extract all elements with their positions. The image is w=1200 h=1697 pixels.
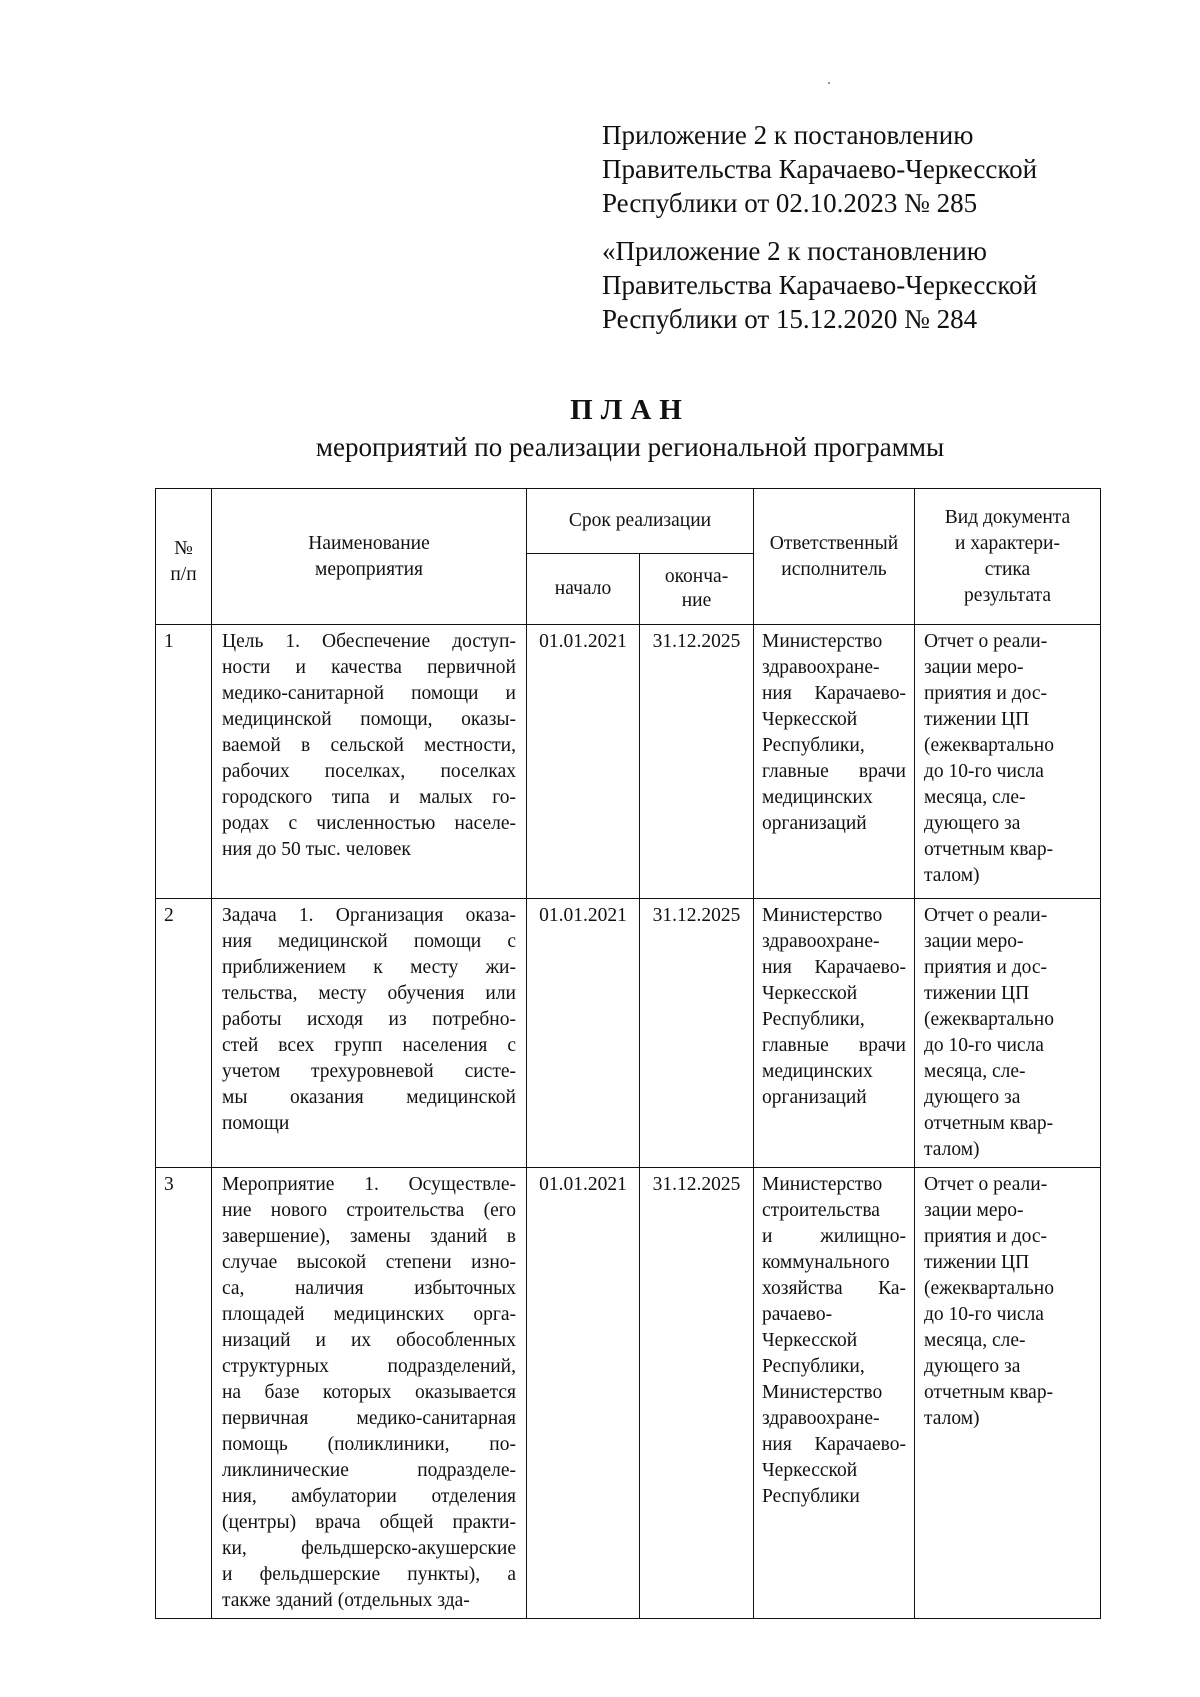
date-start: 01.01.2021: [527, 625, 640, 899]
header-line: мероприятия: [314, 558, 423, 580]
text-line: медицинских: [762, 787, 873, 808]
header-line: стика: [984, 558, 1031, 580]
text-line: мы оказания медицинской: [222, 1087, 516, 1108]
text-line: (центры) врача общей практи-: [222, 1512, 516, 1533]
text-line: отчетным квар-: [924, 1113, 1054, 1134]
result-document: [915, 1168, 1101, 1619]
text-line: Отчет о реали-: [924, 631, 1048, 652]
text-line: главные врачи: [762, 1035, 906, 1056]
plan-table: [155, 488, 1101, 1619]
text-line: ния Карачаево-: [762, 683, 906, 704]
result-document: [915, 625, 1101, 899]
text-line: талом): [924, 1408, 980, 1429]
text-line: организаций: [762, 1087, 867, 1108]
text-line: месяца, сле-: [924, 1330, 1026, 1351]
text-line: (ежеквартально: [924, 1278, 1054, 1299]
header-line: п/п: [170, 563, 197, 585]
text-line: тижении ЦП: [924, 1252, 1030, 1273]
text-line: здравоохране-: [762, 931, 880, 952]
appendix-original-reference: [602, 234, 1037, 336]
appendix-line: Правительства Карачаево-Черкесской: [602, 154, 1038, 184]
text-line: учетом трехуровневой систе-: [222, 1061, 516, 1082]
table-row: [156, 1168, 1101, 1619]
executor: [754, 625, 915, 899]
text-line: здравоохране-: [762, 1408, 880, 1429]
text-line: родах с численностью населе-: [222, 813, 516, 834]
header-number: [156, 489, 212, 625]
text-line: коммунального: [762, 1252, 890, 1273]
header-line: оконча-: [664, 566, 729, 587]
text-line: приятия и дос-: [924, 957, 1048, 978]
text-line: Министерство: [762, 1174, 883, 1195]
text-line: отчетным квар-: [924, 839, 1054, 860]
text-line: ния, амбулатории отделения: [222, 1486, 516, 1507]
appendix-line: Правительства Карачаево-Черкесской: [602, 270, 1038, 300]
text-line: стей всех групп населения с: [222, 1035, 516, 1056]
text-line: низаций и их обособленных: [222, 1330, 516, 1351]
text-line: дующего за: [924, 1356, 1021, 1377]
header-line: и характери-: [955, 532, 1060, 554]
text-line: Черкесской: [762, 709, 858, 730]
header-line: №: [174, 537, 193, 559]
measure-name: [212, 625, 527, 899]
text-line: дующего за: [924, 813, 1021, 834]
text-line: рачаево-: [762, 1304, 833, 1325]
text-line: ния Карачаево-: [762, 1434, 906, 1455]
row-number: 1: [156, 625, 212, 899]
text-line: дующего за: [924, 1087, 1021, 1108]
header-line: результата: [963, 584, 1052, 606]
text-line: хозяйства Ка-: [762, 1278, 906, 1299]
text-line: приятия и дос-: [924, 683, 1048, 704]
text-line: месяца, сле-: [924, 787, 1026, 808]
header-name: [212, 489, 527, 625]
text-line: и фельдшерские пункты), а: [222, 1564, 516, 1585]
header-dates: Срок реализации: [527, 489, 754, 554]
text-line: приближением к месту жи-: [222, 957, 516, 978]
text-line: зации меро-: [924, 657, 1024, 678]
date-end: 31.12.2025: [640, 1168, 754, 1619]
text-line: Мероприятие 1. Осуществле-: [222, 1174, 516, 1195]
text-line: Республики,: [762, 1009, 865, 1030]
document-subtitle: мероприятий по реализации региональной программы: [315, 432, 945, 462]
measure-name: [212, 1168, 527, 1619]
header-document: [915, 489, 1101, 625]
header-line: исполнитель: [781, 558, 887, 580]
text-line: тижении ЦП: [924, 709, 1030, 730]
text-line: (ежеквартально: [924, 1009, 1054, 1030]
text-line: здравоохране-: [762, 657, 880, 678]
text-line: месяца, сле-: [924, 1061, 1026, 1082]
text-line: приятия и дос-: [924, 1226, 1048, 1247]
header-start: начало: [527, 554, 640, 625]
text-line: на базе которых оказывается: [222, 1382, 516, 1403]
text-line: ности и качества первичной: [222, 657, 516, 678]
executor: [754, 899, 915, 1168]
text-line: медико-санитарной помощи и: [222, 683, 516, 704]
executor: [754, 1168, 915, 1619]
text-line: талом): [924, 1139, 980, 1160]
text-line: Цель 1. Обеспечение доступ-: [222, 631, 516, 652]
date-start: 01.01.2021: [527, 1168, 640, 1619]
row-number: 3: [156, 1168, 212, 1619]
text-line: Черкесской: [762, 983, 858, 1004]
text-line: ваемой в сельской местности,: [222, 735, 516, 756]
appendix-line: Республики от 15.12.2020 № 284: [602, 304, 978, 334]
table-row: [156, 625, 1101, 899]
text-line: Черкесской: [762, 1460, 858, 1481]
text-line: ния медицинской помощи с: [222, 931, 516, 952]
text-line: Черкесской: [762, 1330, 858, 1351]
text-line: Отчет о реали-: [924, 905, 1048, 926]
header-line: Наименование: [308, 532, 430, 554]
text-line: и жилищно-: [762, 1226, 906, 1247]
text-line: завершение), замены зданий в: [222, 1226, 516, 1247]
text-line: главные врачи: [762, 761, 906, 782]
text-line: работы исходя из потребно-: [222, 1009, 516, 1030]
header-line: Ответственный: [769, 532, 899, 554]
text-line: медицинской помощи, оказы-: [222, 709, 516, 730]
text-line: рабочих поселках, поселках: [222, 761, 516, 782]
text-line: Министерство: [762, 1382, 883, 1403]
text-line: зации меро-: [924, 931, 1024, 952]
text-line: ки, фельдшерско-акушерские: [222, 1538, 516, 1559]
text-line: Республики,: [762, 1356, 865, 1377]
text-line: площадей медицинских орга-: [222, 1304, 516, 1325]
text-line: отчетным квар-: [924, 1382, 1054, 1403]
text-line: городского типа и малых го-: [222, 787, 516, 808]
text-line: Министерство: [762, 631, 883, 652]
document-title: ПЛАН: [570, 394, 690, 426]
text-line: Республики: [762, 1486, 860, 1507]
text-line: до 10-го числа: [924, 1035, 1044, 1056]
header-line: ние: [681, 590, 712, 611]
text-line: медицинских: [762, 1061, 873, 1082]
result-document: [915, 899, 1101, 1168]
text-line: тижении ЦП: [924, 983, 1030, 1004]
appendix-line: Республики от 02.10.2023 № 285: [602, 188, 978, 218]
measure-name: [212, 899, 527, 1168]
text-line: структурных подразделений,: [222, 1356, 516, 1377]
text-line: до 10-го числа: [924, 1304, 1044, 1325]
text-line: до 10-го числа: [924, 761, 1044, 782]
text-line: помощи: [222, 1113, 290, 1134]
text-line: помощь (поликлиники, по-: [222, 1434, 516, 1455]
text-line: строительства: [762, 1200, 880, 1221]
appendix-current-reference: [602, 118, 1037, 220]
table-row: [156, 899, 1101, 1168]
appendix-line: Приложение 2 к постановлению: [602, 120, 974, 150]
text-line: Задача 1. Организация оказа-: [222, 905, 516, 926]
text-line: са, наличия избыточных: [222, 1278, 516, 1299]
text-line: ние нового строительства (его: [222, 1200, 516, 1221]
text-line: Республики,: [762, 735, 865, 756]
text-line: (ежеквартально: [924, 735, 1054, 756]
text-line: зации меро-: [924, 1200, 1024, 1221]
text-line: случае высокой степени изно-: [222, 1252, 516, 1273]
header-executor: [754, 489, 915, 625]
header-end: [640, 554, 754, 625]
date-start: 01.01.2021: [527, 899, 640, 1168]
text-line: талом): [924, 865, 980, 886]
text-line: ния до 50 тыс. человек: [222, 839, 411, 860]
date-end: 31.12.2025: [640, 899, 754, 1168]
scan-speck: [828, 82, 830, 84]
header-line: Вид документа: [944, 506, 1071, 528]
text-line: ликлинические подразделе-: [222, 1460, 516, 1481]
appendix-line: «Приложение 2 к постановлению: [602, 236, 987, 266]
text-line: Министерство: [762, 905, 883, 926]
text-line: Отчет о реали-: [924, 1174, 1048, 1195]
text-line: тельства, месту обучения или: [222, 983, 516, 1004]
row-number: 2: [156, 899, 212, 1168]
text-line: первичная медико-санитарная: [222, 1408, 516, 1429]
text-line: ния Карачаево-: [762, 957, 906, 978]
text-line: также зданий (отдельных зда-: [222, 1590, 470, 1611]
text-line: организаций: [762, 813, 867, 834]
date-end: 31.12.2025: [640, 625, 754, 899]
